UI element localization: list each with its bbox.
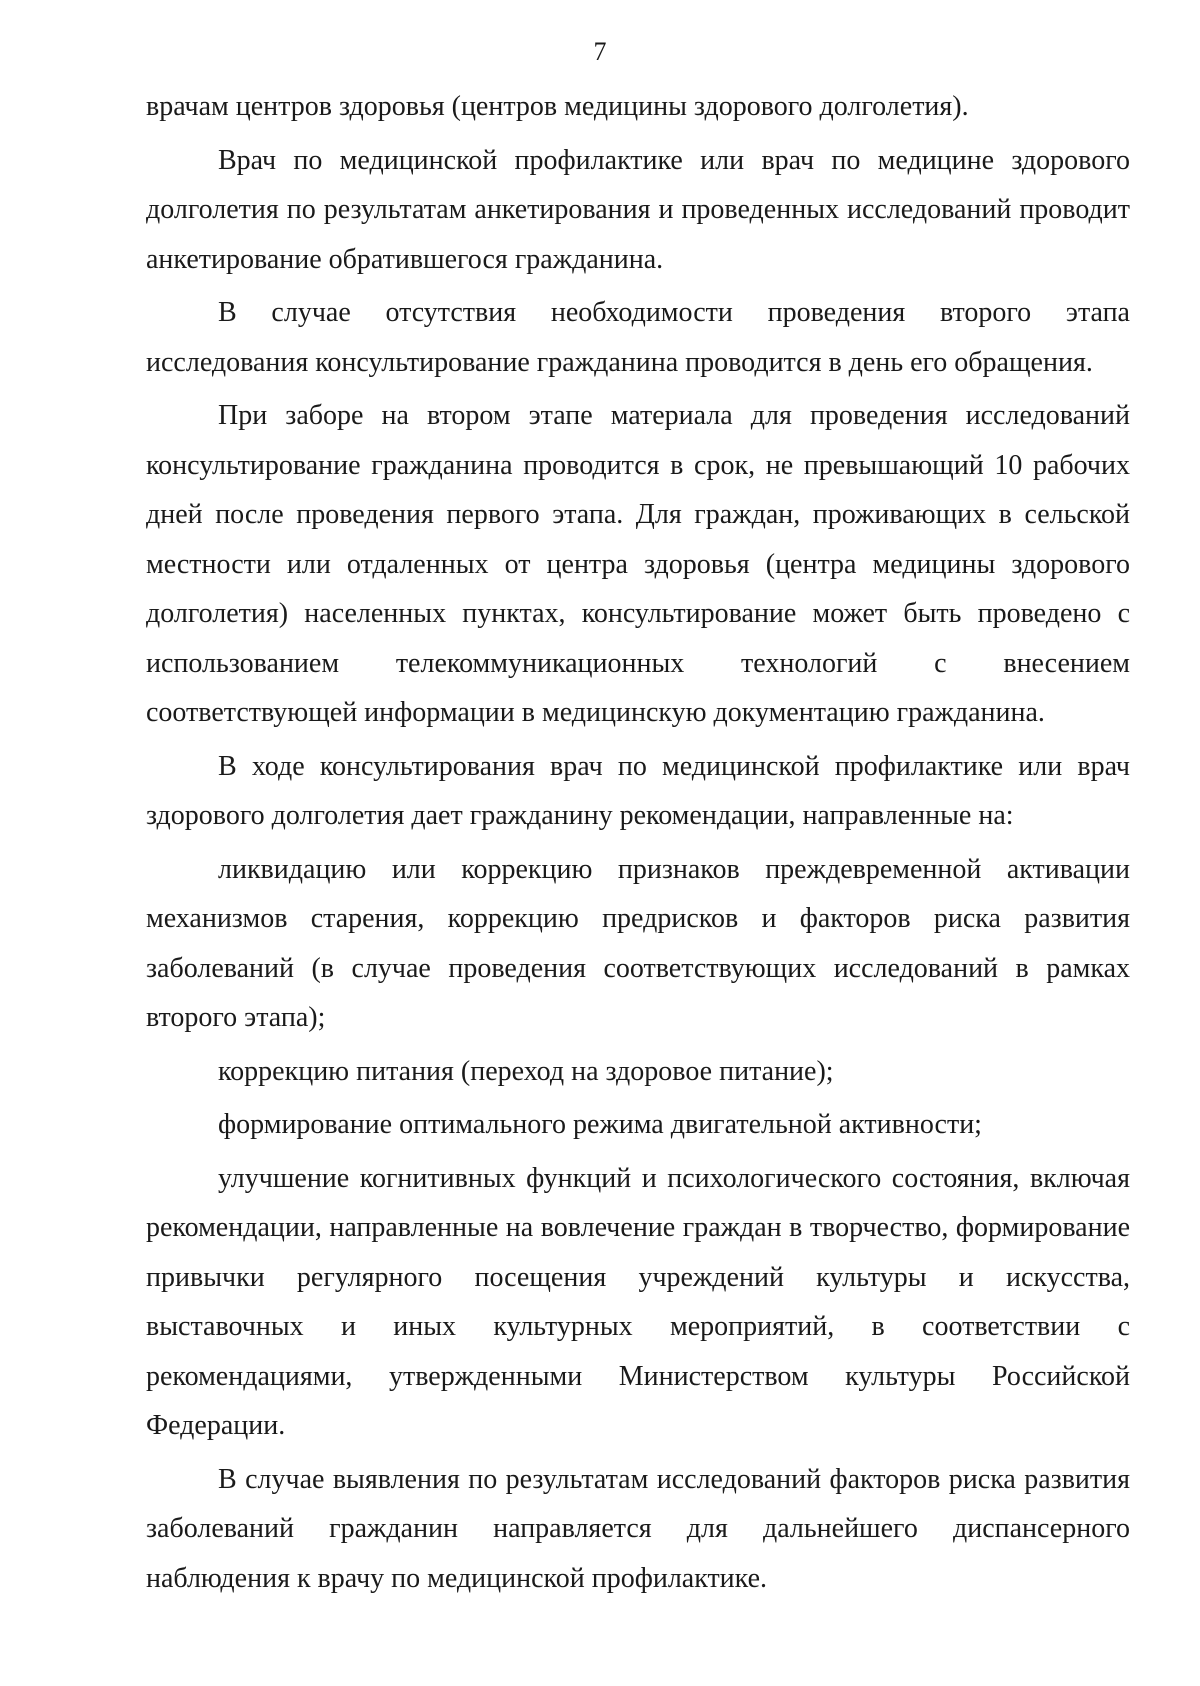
paragraph: В ходе консультирования врач по медицинской профилактике или врач здорового долголетия дает гражданину рекомендации, направленные на: [146,750,1130,831]
paragraph: ликвидацию или коррекцию признаков преждевременной активации механизмов старения, коррекцию предрисков и факторов риска развития заболеваний (в случае проведения соответствующих исследований в рамках второго этапа); [146,853,1130,1033]
paragraph: формирование оптимального режима двигательной активности; [218,1109,982,1140]
paragraph: коррекцию питания (переход на здоровое питание); [218,1055,834,1087]
paragraph: Врач по медицинской профилактике или врач по медицине здорового долголетия по результатам анкетирования и проведенных исследований проводит анкетирование обратившегося гражданина. [146,144,1130,275]
paragraph: При заборе на втором этапе материала для проведения исследований консультирование гражданина проводится в срок, не превышающий 10 рабочих дней после проведения первого этапа. Для граждан, проживающих в сельской местности или отдаленных от центра здоровья (центра медицины здорового долголетия) населенных пунктах, консультирование может быть проведено с использованием телекоммуникационных технологий с внесением соответствующей информации в медицинскую документацию гражданина. [146,400,1130,728]
paragraph: В случае отсутствия необходимости проведения второго этапа исследования консультирование гражданина проводится в день его обращения. [146,297,1130,378]
paragraph: В случае выявления по результатам исследований факторов риска развития заболеваний гражданин направляется для дальнейшего диспансерного наблюдения к врачу по медицинской профилактике. [146,1463,1130,1594]
page-number: 7 [593,37,607,66]
document-body [146,82,1130,1603]
paragraph: улучшение когнитивных функций и психологического состояния, включая рекомендации, направленные на вовлечение граждан в творчество, формирование привычки регулярного посещения учреждений культуры и искусства, выставочных и иных культурных мероприятий, в соответствии с рекомендациями, утвержденными Министерством культуры Российской Федерации. [146,1162,1130,1441]
paragraph: врачам центров здоровья (центров медицины здорового долголетия). [146,91,969,122]
